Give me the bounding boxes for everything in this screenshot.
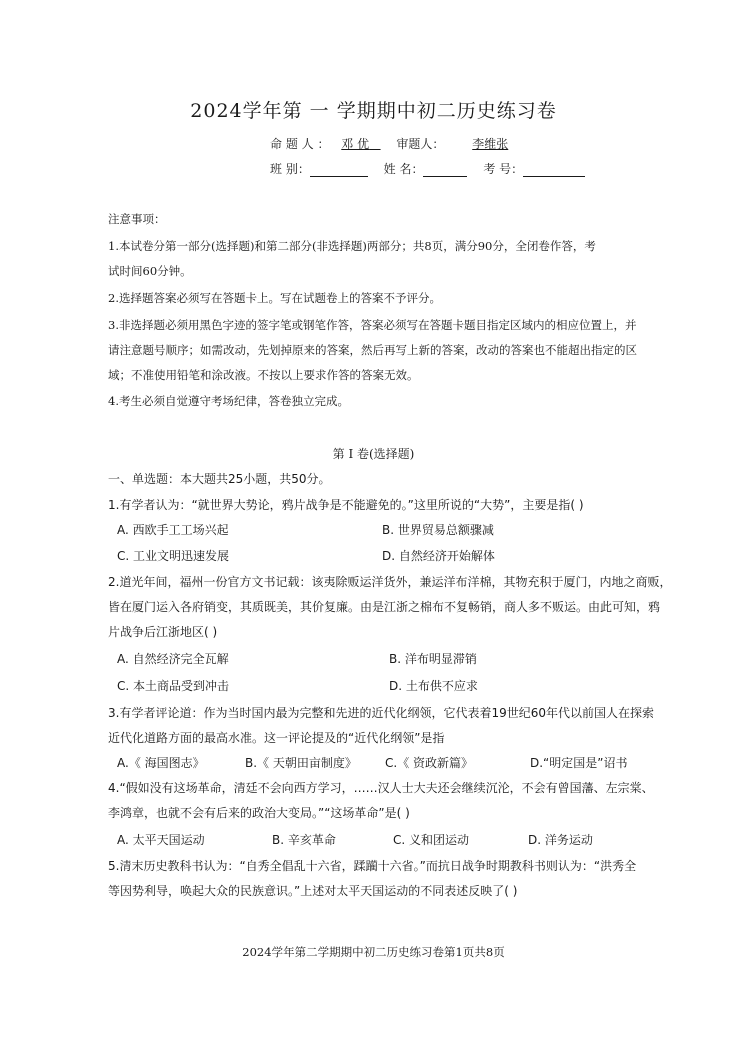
- q4-option-b[interactable]: B. 辛亥革命: [272, 833, 336, 847]
- q1-option-b[interactable]: B. 世界贸易总额骤减: [382, 523, 494, 537]
- notice-item: 1.本试卷分第一部分(选择题)和第二部分(非选择题)两部分；共8页，满分90分，全闭卷作答，考: [108, 239, 596, 253]
- notice-item: 请注意题号顺序；如需改动，先划掉原来的答案，然后再写上新的答案，改动的答案也不能超出指定的区: [108, 343, 637, 357]
- question-2-text: 片战争后江浙地区( ): [108, 625, 218, 639]
- q2-option-c[interactable]: C. 本土商品受到冲击: [117, 679, 230, 693]
- class-label: 班 别：: [270, 162, 310, 176]
- question-4-text: 李鸿章，也就不会有后来的政治大变局。”“这场革命”是( ): [108, 806, 410, 820]
- page-title: 2024学年第 一 学期期中初二历史练习卷: [190, 100, 557, 122]
- notice-item: 3.非选择题必须用黑色字迹的签字笔或钢笔作答，答案必须写在答题卡题目指定区域内的相应位置上，并: [108, 318, 637, 332]
- question-5-text: 等因势利导，唤起大众的民族意识。”上述对太平天国运动的不同表述反映了( ): [108, 884, 518, 898]
- notice-item: 试时间60分钟。: [108, 264, 192, 278]
- q1-option-c[interactable]: C. 工业文明迅速发展: [117, 549, 230, 563]
- question-5-text: 5.清末历史教科书认为：“自秀全倡乱十六省，蹂躏十六省。”而抗日战争时期教科书则认为：“洪秀全: [108, 859, 637, 873]
- class-blank[interactable]: [310, 164, 368, 177]
- question-2-text: 2.道光年间，福州一份官方文书记载：该夷除贩运洋货外，兼运洋布洋棉，其物充积于厦门，内地之商贩，: [108, 575, 672, 589]
- q3-option-d[interactable]: D.“明定国是”诏书: [530, 756, 628, 770]
- section-title: 第 I 卷(选择题): [332, 447, 415, 461]
- notice-item: 2.选择题答案必须写在答题卡上。写在试题卷上的答案不予评分。: [108, 291, 441, 305]
- q4-option-a[interactable]: A. 太平天国运动: [117, 833, 205, 847]
- student-info-line: [270, 160, 585, 177]
- page-footer: 2024学年第二学期期中初二历史练习卷第1页共8页: [242, 945, 505, 959]
- q2-option-b[interactable]: B. 洋布明显滞销: [389, 652, 477, 666]
- id-blank[interactable]: [523, 164, 585, 177]
- question-3-text: 3.有学者评论道：作为当时国内最为完整和先进的近代化纲领，它代表着19世纪60年代以前国人在探索: [108, 706, 654, 720]
- notice-item: 4.考生必须自觉遵守考场纪律，答卷独立完成。: [108, 394, 349, 408]
- question-2-text: 皆在厦门运入各府销变，其质既美，其价复廉。由是江浙之棉布不复畅销，商人多不贩运。由此可知，鸦: [108, 600, 661, 614]
- question-1-text: 1.有学者认为：“就世界大势论，鸦片战争是不能避免的。”这里所说的“大势”，主要是指( ): [108, 498, 584, 512]
- q4-option-d[interactable]: D. 洋务运动: [528, 833, 593, 847]
- reviewer-label: 审题人：: [396, 137, 445, 151]
- q2-option-d[interactable]: D. 土布供不应求: [389, 679, 478, 693]
- q4-option-c[interactable]: C. 义和团运动: [393, 833, 470, 847]
- setter-name: 邓 优: [341, 137, 370, 151]
- question-4-text: 4.“假如没有这场革命，清廷不会向西方学习，……汉人士大夫还会继续沉沦，不会有曾国藩、左宗棠、: [108, 781, 654, 795]
- q3-option-b[interactable]: B.《 天朝田亩制度》: [245, 756, 357, 770]
- q1-option-d[interactable]: D. 自然经济开始解体: [382, 549, 495, 563]
- q3-option-c[interactable]: C.《 资政新篇》: [385, 756, 474, 770]
- q3-option-a[interactable]: A.《 海国图志》: [117, 756, 205, 770]
- setter-label: 命 题 人 ：: [270, 137, 330, 151]
- part-intro: 一、单选题：本大题共25小题，共50分。: [108, 472, 331, 486]
- id-label: 考 号：: [483, 162, 524, 176]
- notice-heading: 注意事项：: [108, 212, 166, 226]
- q1-option-a[interactable]: A. 西欧手工工场兴起: [117, 523, 229, 537]
- name-blank[interactable]: [423, 164, 467, 177]
- q2-option-a[interactable]: A. 自然经济完全瓦解: [117, 652, 229, 666]
- setter-line: [270, 135, 508, 152]
- name-label: 姓 名：: [383, 162, 424, 176]
- reviewer-name: 李维张: [472, 137, 509, 151]
- question-3-text: 近代化道路方面的最高水准。这一评论提及的“近代化纲领”是指: [108, 731, 445, 745]
- notice-item: 域；不准使用铅笔和涂改液。不按以上要求作答的答案无效。: [108, 368, 419, 382]
